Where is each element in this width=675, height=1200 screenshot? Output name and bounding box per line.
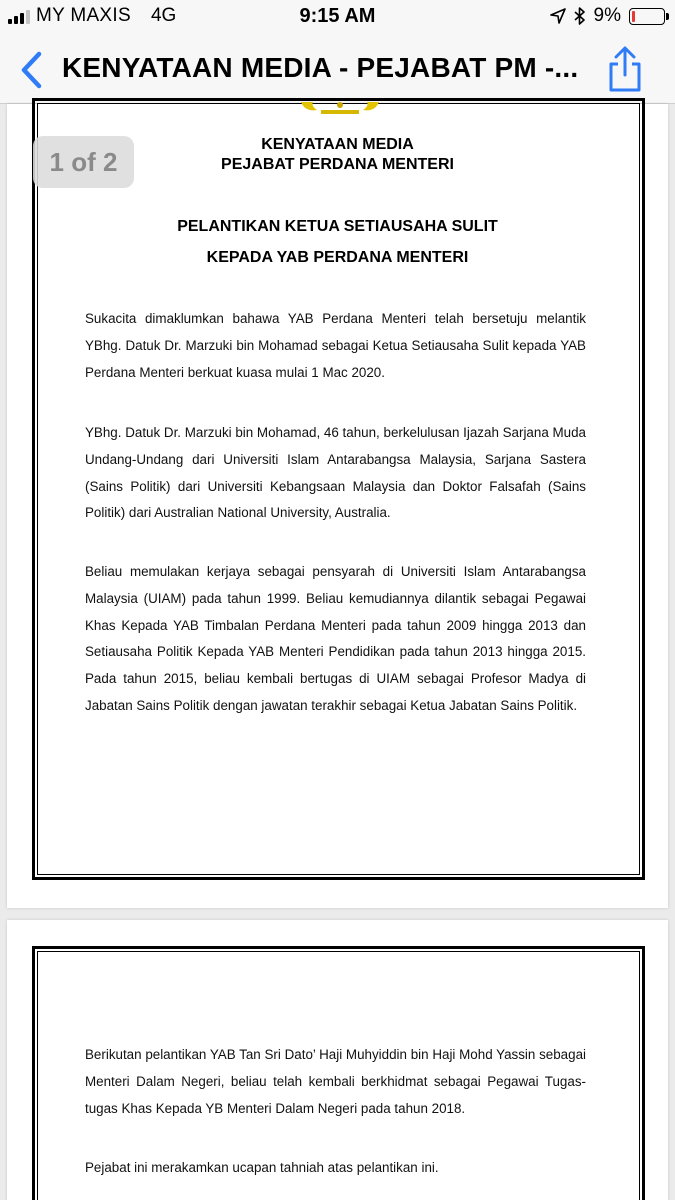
paragraph: YBhg. Datuk Dr. Marzuki bin Mohamad, 46 tahun, berkelulusan Ijazah Sarjana Muda Undang-Undang dari Universiti Islam Antarabangsa Malaysia, Sarjana Sastera (Sains Politik) dari Universiti Kebangsaan Malaysia dan Doktor Falsafah (Sains Politik) dari Australian National University, Australia. bbox=[85, 425, 586, 521]
back-button[interactable] bbox=[14, 48, 48, 92]
status-time: 9:15 AM bbox=[299, 5, 376, 27]
carrier-name: MY MAXIS bbox=[36, 5, 131, 26]
page-indicator: 1 of 2 bbox=[33, 136, 134, 188]
document-title: KENYATAAN MEDIA - PEJABAT PM -... bbox=[62, 52, 579, 83]
battery-icon bbox=[629, 8, 665, 25]
doc-title-line1: PELANTIKAN KETUA SETIAUSAHA SULIT bbox=[177, 218, 498, 235]
share-icon bbox=[607, 45, 643, 93]
doc-heading: KENYATAAN MEDIA bbox=[261, 136, 414, 153]
status-bar bbox=[0, 0, 675, 36]
battery-percent: 9% bbox=[593, 5, 621, 26]
paragraph: Sukacita dimaklumkan bahawa YAB Perdana Menteri telah bersetuju melantik YBhg. Datuk Dr. Marzuki bin Mohamad sebagai Ketua Setiausaha Sulit kepada YAB Perdana Menteri berkuat kuasa mulai 1 Mac 2020. bbox=[85, 311, 586, 380]
paragraph: Beliau memulakan kerjaya sebagai pensyarah di Universiti Islam Antarabangsa Malaysia (UIAM) pada tahun 1999. Beliau kemudiannya dilantik sebagai Pegawai Khas Kepada YAB Timbalan Perdana Menteri pada tahun 2009 hingga 2013 dan Setiausaha Politik Kepada YAB Menteri Pendidikan pada tahun 2013 hingga 2015. Pada tahun 2015, beliau kembali bertugas di UIAM sebagai Profesor Madya di Jabatan Sains Politik dengan jawatan terakhir sebagai Ketua Jabatan Sains Politik. bbox=[85, 564, 586, 713]
government-crest bbox=[299, 102, 381, 116]
document-page-1 bbox=[7, 104, 668, 908]
navigation-bar bbox=[0, 36, 675, 104]
location-arrow-icon bbox=[550, 8, 566, 24]
chevron-left-icon bbox=[20, 51, 42, 89]
share-button[interactable] bbox=[603, 44, 647, 94]
doc-subheading: PEJABAT PERDANA MENTERI bbox=[221, 156, 454, 173]
status-right bbox=[550, 5, 665, 27]
bluetooth-icon bbox=[574, 7, 586, 25]
paragraph: Berikutan pelantikan YAB Tan Sri Dato’ Haji Muhyiddin bin Haji Mohd Yassin sebagai Menteri Dalam Negeri, beliau telah kembali berkhidmat sebagai Pegawai Tugas-tugas Khas Kepada YB Menteri Dalam Negeri pada tahun 2018. bbox=[85, 1047, 586, 1116]
paragraph: Pejabat ini merakamkan ucapan tahniah atas pelantikan ini. bbox=[85, 1160, 439, 1175]
doc-title-line2: KEPADA YAB PERDANA MENTERI bbox=[206, 249, 469, 266]
document-page-2 bbox=[7, 920, 668, 1200]
battery-level-fill bbox=[632, 11, 635, 22]
network-type: 4G bbox=[150, 5, 177, 26]
